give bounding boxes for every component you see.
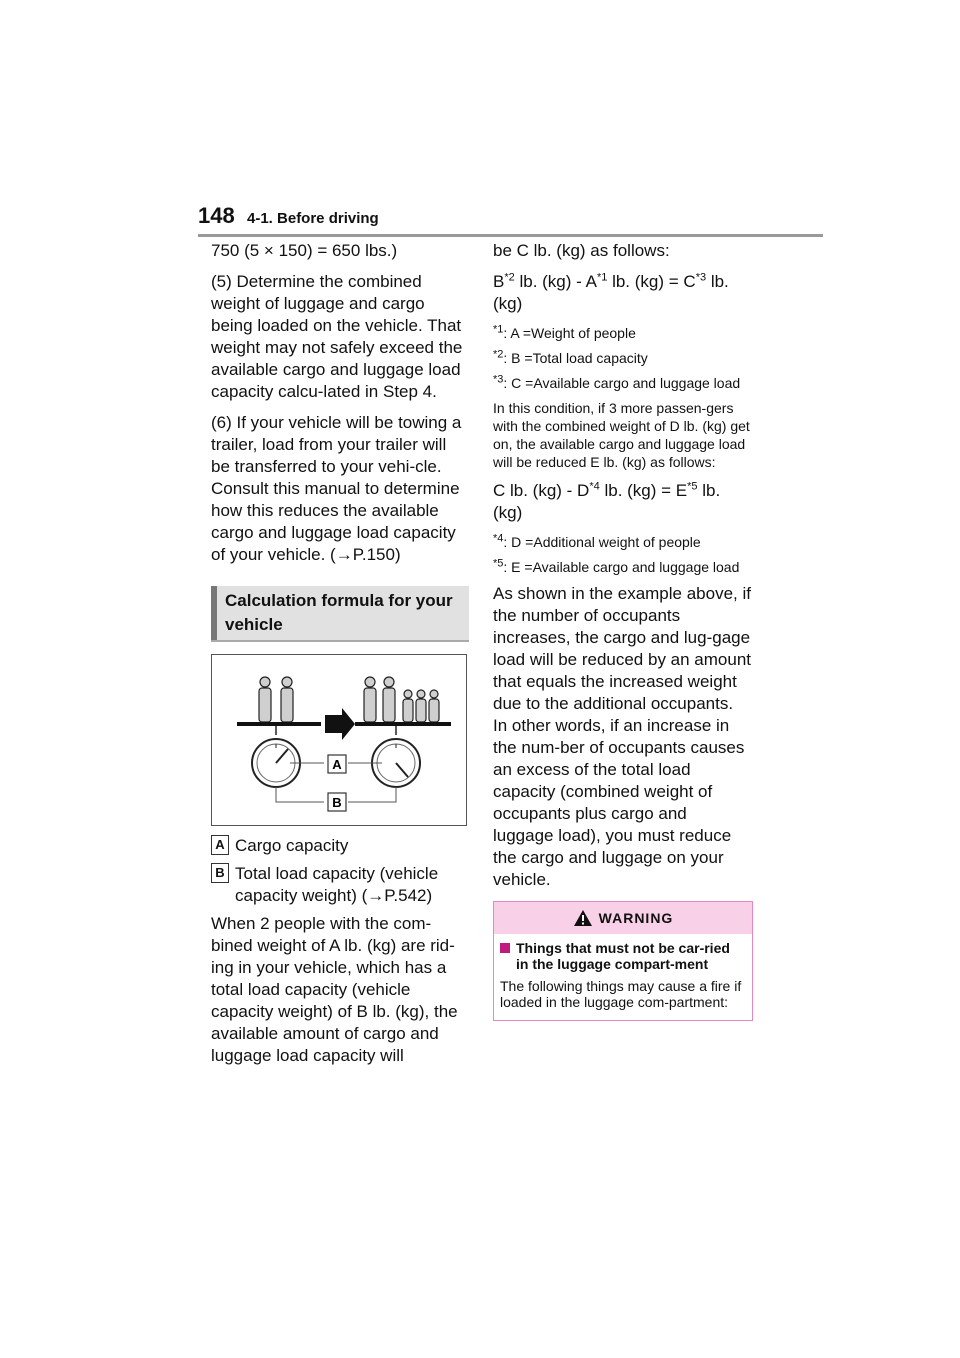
formula-2: C lb. $(kg) - D^{*4}$ lb. $(kg) = E^{*5}$ lb. (kg) — [493, 480, 721, 522]
people-icon — [259, 677, 439, 722]
warning-box — [493, 901, 753, 1021]
paragraph: 750 (5 × 150) = 650 lbs.) — [211, 241, 398, 260]
badge-b: B — [211, 863, 229, 883]
left-column — [211, 240, 469, 1067]
footnote: $^{*1}$: A =Weight of people — [493, 323, 636, 341]
warning-triangle-icon — [573, 909, 593, 927]
section-title: 4-1. Before driving — [247, 210, 379, 227]
formula-1: $B^{*2}$ lb. $(kg) - A^{*1}$ lb. $(kg) = C^{*3}$ lb. (kg) — [493, 271, 729, 313]
badge-a: A — [211, 835, 229, 855]
header-rule — [198, 234, 823, 237]
paragraph: (5) Determine the combined weight of luggage and cargo being loaded on the vehicle. That weight may not safely exceed the available cargo and luggage load capacity calcu-lated in Step 4. — [211, 272, 463, 401]
figure-label-b: B — [332, 795, 342, 810]
section-heading: Calculation formula for your vehicle — [211, 586, 469, 640]
paragraph: (6) If your vehicle will be towing a trailer, load from your trailer will be transferred to your vehi-cle. Consult this manual to determine how this reduces the available cargo and luggage load capacity of your vehicle. (→P.150) — [211, 413, 462, 564]
warning-body — [494, 934, 752, 1020]
callout-text: Total load capacity (vehicle capacity weight) (→P.542) — [235, 864, 439, 905]
square-bullet-icon — [500, 943, 510, 953]
warning-header — [494, 902, 752, 934]
arrow-right-icon — [325, 708, 355, 740]
callout-b — [211, 863, 469, 907]
paragraph: In this condition, if 3 more passen-gers with the combined weight of D lb. (kg) get on, the available cargo and luggage load will be reduced E lb. (kg) as follows: — [493, 400, 750, 470]
paragraph: be C lb. (kg) as follows: — [493, 241, 670, 260]
warning-item: Things that must not be car-ried in the luggage compart-ment — [500, 940, 746, 972]
warning-text: The following things may cause a fire if loaded in the luggage com-partment: — [500, 978, 742, 1010]
footnote: $^{*4}$: D =Additional weight of people — [493, 532, 701, 550]
warning-title: WARNING — [598, 910, 674, 926]
right-column — [493, 240, 751, 1021]
paragraph: When 2 people with the com-bined weight of A lb. (kg) are rid-ing in your vehicle, which has a total load capacity (vehicle capacity weight) of B lb. (kg), the available amount of cargo and luggage load capacity will — [211, 914, 458, 1065]
page-number: 148 — [198, 203, 235, 228]
footnote: $^{*2}$: B =Total load capacity — [493, 348, 648, 366]
footnote: $^{*3}$: C =Available cargo and luggage load — [493, 373, 741, 391]
callout-a — [211, 835, 469, 857]
figure-label-a: A — [332, 757, 342, 772]
heading-rule — [211, 640, 469, 642]
footnote: $^{*5}$: E =Available cargo and luggage load — [493, 557, 740, 575]
paragraph: As shown in the example above, if the number of occupants increases, the cargo and lug-gage load will be reduced by an amount that equals the increased weight due to the additional occupants. In other words, if an increase in the num-ber of occupants causes an excess of the total load capacity (combined weight of occupants plus cargo and luggage load), you must reduce the cargo and luggage on your vehicle. — [493, 584, 751, 889]
load-capacity-figure — [211, 654, 467, 826]
page-header — [198, 203, 823, 237]
callout-text: Cargo capacity — [235, 836, 349, 855]
